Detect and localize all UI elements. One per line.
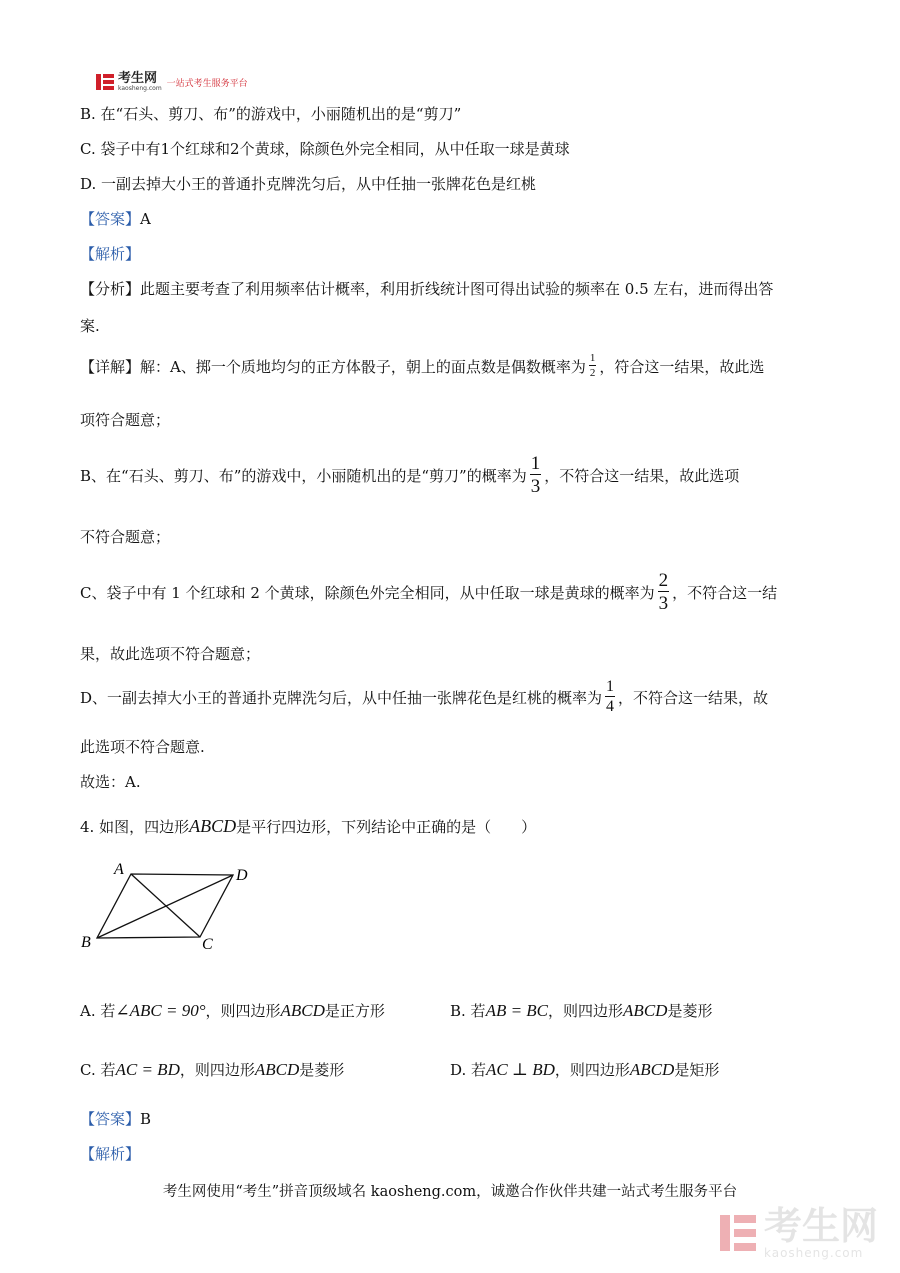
- opt-mid: ，则四边形: [179, 1061, 255, 1079]
- frac-num: 1: [530, 453, 541, 474]
- frac-den: 3: [658, 593, 669, 614]
- answer-tag: 【答案】: [80, 1110, 141, 1128]
- xiangjie-d-cont: 此选项不符合题意.: [80, 738, 205, 756]
- q4-option-a: [80, 1000, 385, 1021]
- logo-brand: 考生网: [118, 71, 158, 86]
- analysis-tag: 【解析】: [80, 245, 141, 263]
- frac-num: 1: [589, 352, 596, 364]
- watermark: [718, 1206, 878, 1260]
- opt-pre: B. 若: [450, 1002, 486, 1020]
- opt-math: AB = BC: [485, 1001, 549, 1020]
- logo-text: [118, 72, 162, 92]
- opt-pre: A. 若: [80, 1002, 116, 1020]
- fraction-one-quarter: [605, 679, 615, 715]
- opt-pre: D. 若: [450, 1061, 487, 1079]
- xiangjie-a-text: 解：A、掷一个质地均匀的正方体骰子，朝上的面点数是偶数概率为: [140, 357, 586, 376]
- fraction-two-thirds: [658, 571, 670, 613]
- parallelogram-figure: [78, 855, 258, 955]
- logo-domain: kaosheng.com: [118, 85, 162, 92]
- opt-math2: ABCD: [280, 1001, 325, 1020]
- q4-stem-pre: 4. 如图，四边形: [80, 818, 190, 836]
- fenxi-text: 此题主要考查了利用频率估计概率，利用折线统计图可得出试验的频率在 0.5 左右，进而得出答: [140, 280, 774, 298]
- opt-pre: C. 若: [80, 1061, 116, 1079]
- opt-mid: ，则四边形: [205, 1002, 281, 1020]
- xiangjie-d-line: [80, 672, 768, 722]
- logo-slogan: 一站式考生服务平台: [166, 78, 248, 89]
- xiangjie-b-after: ，不符合这一结果，故此选项: [544, 466, 740, 485]
- xiangjie-b-line: [80, 438, 739, 512]
- opt-math2: ABCD: [254, 1060, 300, 1079]
- q3-option-c: C. 袋子中有1个红球和2个黄球，除颜色外完全相同，从中任取一球是黄球: [80, 140, 570, 158]
- xiangjie-c-cont: 果，故此选项不符合题意；: [80, 645, 261, 663]
- opt-math: AC ⊥ BD: [486, 1060, 555, 1079]
- vertex-label-b: B: [81, 934, 91, 951]
- frac-den: 2: [589, 367, 596, 379]
- q3-option-d: D. 一副去掉大小王的普通扑克牌洗匀后，从中任抽一张牌花色是红桃: [80, 175, 537, 193]
- opt-math2: ABCD: [623, 1001, 668, 1020]
- answer-value: A: [140, 210, 151, 228]
- opt-post: 是正方形: [324, 1002, 385, 1020]
- q4-option-d: [450, 1059, 719, 1080]
- opt-math: ∠ABC = 90°: [115, 1001, 206, 1020]
- opt-post: 是矩形: [674, 1061, 720, 1079]
- diagonal-bd: [97, 875, 233, 938]
- fenxi-tag: 【分析】: [80, 280, 141, 298]
- opt-math2: ABCD: [629, 1060, 675, 1079]
- fenxi-cont: 案.: [80, 317, 100, 335]
- q4-option-b: [450, 1000, 712, 1021]
- watermark-domain: kaosheng.com: [764, 1246, 864, 1260]
- xiangjie-a-after: ，符合这一结果，故此选: [599, 357, 765, 376]
- frac-num: 2: [658, 570, 669, 591]
- xiangjie-b-cont: 不符合题意；: [80, 528, 171, 546]
- q3-answer-line: [80, 208, 151, 229]
- q4-stem-math: ABCD: [189, 816, 237, 836]
- q4-stem: [80, 816, 536, 837]
- xiangjie-a-line: [80, 346, 764, 386]
- xiangjie-d-text: D、一副去掉大小王的普通扑克牌洗匀后，从中任抽一张牌花色是红桃的概率为: [80, 688, 603, 707]
- xiangjie-tag: 【详解】: [80, 357, 141, 376]
- opt-post: 是菱形: [667, 1002, 713, 1020]
- watermark-brand: 考生网: [764, 1204, 879, 1248]
- answer-tag: 【答案】: [80, 210, 141, 228]
- frac-den: 4: [606, 698, 615, 715]
- q4-option-c: [80, 1059, 344, 1080]
- frac-den: 3: [530, 476, 541, 497]
- answer-value: B: [140, 1110, 152, 1128]
- xiangjie-a-cont: 项符合题意；: [80, 411, 171, 429]
- q4-answer-line: [80, 1108, 151, 1129]
- xiangjie-c-text: C、袋子中有 1 个红球和 2 个黄球，除颜色外完全相同，从中任取一球是黄球的概率为: [80, 583, 655, 602]
- xiangjie-b-text: B、在“石头、剪刀、布”的游戏中，小丽随机出的是“剪刀”的概率为: [80, 466, 527, 485]
- q3-conclusion: 故选：A.: [80, 773, 141, 791]
- opt-mid: ，则四边形: [548, 1002, 624, 1020]
- fraction-one-third: [530, 454, 542, 496]
- fenxi-line: [80, 278, 773, 299]
- vertex-label-c: C: [202, 936, 213, 953]
- xiangjie-c-after: ，不符合这一结: [672, 583, 778, 602]
- xiangjie-c-line: [80, 555, 777, 629]
- q3-option-b: B. 在“石头、剪刀、布”的游戏中，小丽随机出的是“剪刀”: [80, 105, 462, 123]
- watermark-logo-icon: [718, 1211, 758, 1255]
- opt-mid: ，则四边形: [554, 1061, 630, 1079]
- q4-analysis-tag: 【解析】: [80, 1145, 141, 1163]
- q4-stem-post: 是平行四边形，下列结论中正确的是（ ）: [236, 818, 537, 836]
- header-logo: [95, 71, 248, 93]
- opt-math: AC = BD: [115, 1060, 180, 1079]
- vertex-label-a: A: [114, 861, 124, 878]
- frac-num: 1: [606, 678, 615, 695]
- footer-text: 考生网使用“考生”拼音顶级域名 kaosheng.com，诚邀合作伙伴共建一站式考生服务平台: [162, 1184, 738, 1200]
- xiangjie-d-after: ，不符合这一结果，故: [618, 688, 769, 707]
- diagonal-ac: [131, 874, 200, 937]
- fraction-one-half: [589, 353, 597, 379]
- opt-post: 是菱形: [299, 1061, 345, 1079]
- vertex-label-d: D: [236, 867, 248, 884]
- kaosheng-logo-icon: [95, 72, 115, 92]
- watermark-text: [764, 1206, 878, 1260]
